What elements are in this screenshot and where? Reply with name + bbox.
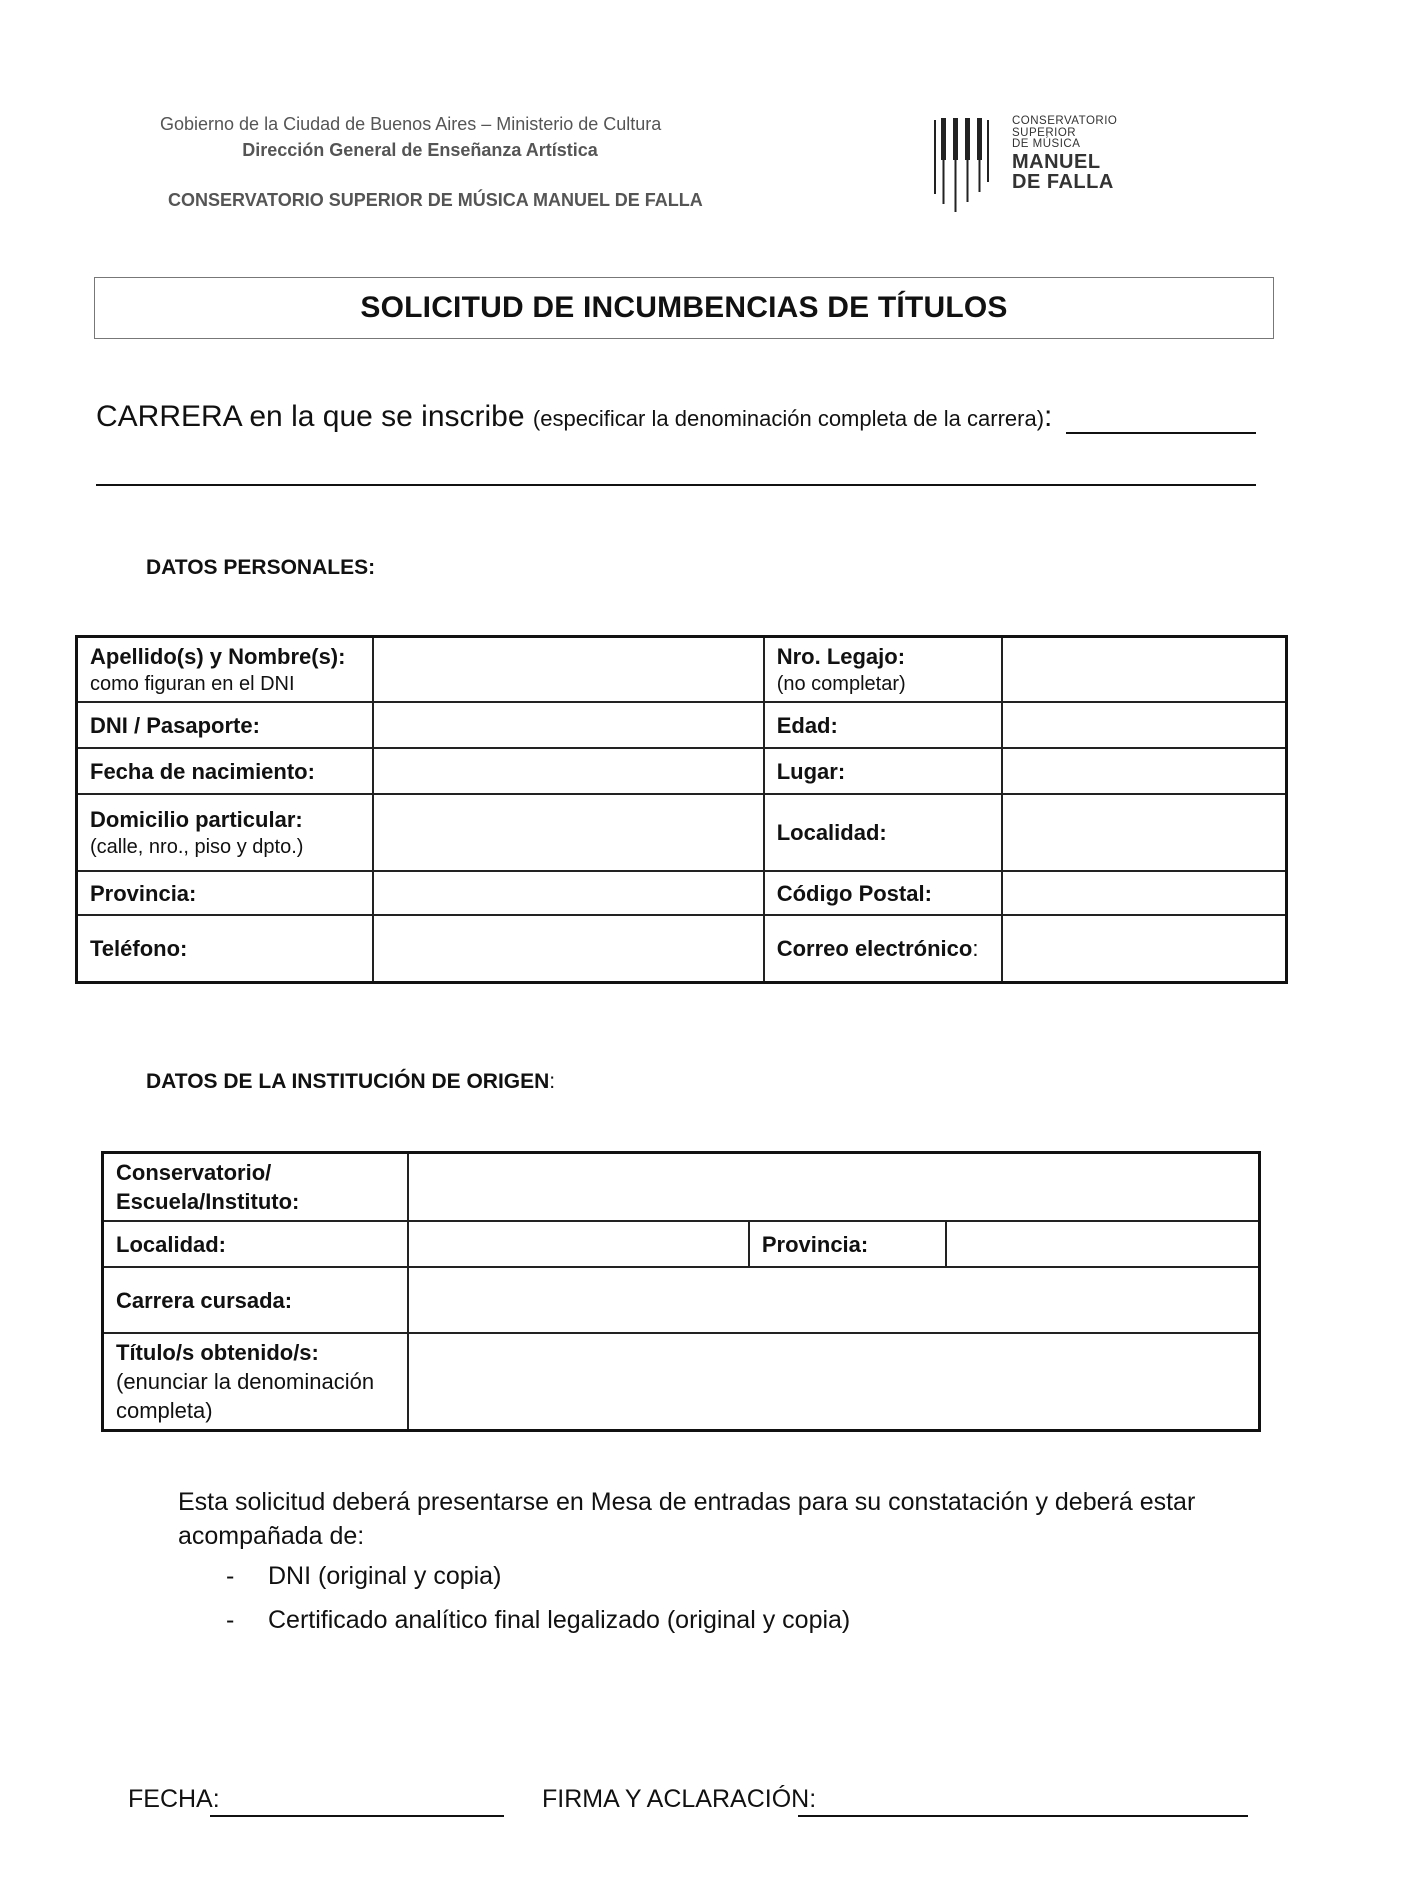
field-label: Localidad: [103, 1221, 409, 1267]
logo-text-line: DE MÚSICA [1012, 138, 1081, 150]
carrera-prompt [96, 400, 1052, 434]
carrera-blank-line[interactable] [1066, 432, 1256, 434]
field-label: Apellido(s) y Nombre(s): como figuran en el DNI [77, 637, 373, 703]
field-label: Nro. Legajo: (no completar) [764, 637, 1003, 703]
address-input-cell[interactable] [373, 794, 764, 871]
personal-data-table [75, 635, 1288, 984]
header-government-line: Gobierno de la Ciudad de Buenos Aires – Ministerio de Cultura [160, 114, 662, 134]
name-input-cell[interactable] [373, 637, 764, 703]
carrera-blank-line-2[interactable] [96, 484, 1256, 486]
email-input-cell[interactable] [1002, 915, 1286, 982]
field-label: Provincia: [77, 871, 373, 915]
titulo-input-cell[interactable] [408, 1333, 1259, 1431]
table-row [103, 1221, 1260, 1267]
conservatory-logo [932, 112, 1132, 216]
table-row [103, 1153, 1260, 1222]
edad-input-cell[interactable] [1002, 702, 1286, 748]
table-row [77, 794, 1287, 871]
field-label: Carrera cursada: [103, 1267, 409, 1333]
logo-text-line: MANUEL [1012, 150, 1101, 173]
fecha-label: FECHA: [128, 1785, 220, 1813]
field-label: Domicilio particular: (calle, nro., piso y dpto.) [77, 794, 373, 871]
legajo-input-cell[interactable] [1002, 637, 1286, 703]
personal-data-title: DATOS PERSONALES: [146, 556, 376, 579]
phone-input-cell[interactable] [373, 915, 764, 982]
field-label: Fecha de nacimiento: [77, 748, 373, 794]
institution-localidad-input-cell[interactable] [408, 1221, 749, 1267]
carrera-label: CARRERA en la que se inscribe [96, 400, 525, 433]
localidad-input-cell[interactable] [1002, 794, 1286, 871]
document-title: SOLICITUD DE INCUMBENCIAS DE TÍTULOS [94, 277, 1274, 339]
field-label: Título/s obtenido/s: (enunciar la denominación completa) [103, 1333, 409, 1431]
header-conservatory-line: CONSERVATORIO SUPERIOR DE MÚSICA MANUEL DE FALLA [168, 190, 703, 210]
table-row [77, 871, 1287, 915]
field-label: Conservatorio/ Escuela/Instituto: [103, 1153, 409, 1222]
header-direction-line: Dirección General de Enseñanza Artística [242, 140, 598, 160]
field-label: Localidad: [764, 794, 1003, 871]
firma-blank-line[interactable] [798, 1815, 1248, 1817]
firma-label: FIRMA Y ACLARACIÓN: [542, 1785, 817, 1813]
submission-note: Esta solicitud deberá presentarse en Mesa de entradas para su constatación y deberá estar acompañada de: [178, 1488, 1196, 1550]
provincia-input-cell[interactable] [373, 871, 764, 915]
field-label: Código Postal: [764, 871, 1003, 915]
institution-name-input-cell[interactable] [408, 1153, 1259, 1222]
carrera-colon: : [1044, 400, 1053, 433]
list-item: - Certificado analítico final legalizado (original y copia) [226, 1606, 851, 1634]
logo-text-line: SUPERIOR [1012, 126, 1077, 139]
logo-text-line: DE FALLA [1012, 170, 1114, 193]
institution-data-title: DATOS DE LA INSTITUCIÓN DE ORIGEN: [146, 1070, 556, 1093]
postal-code-input-cell[interactable] [1002, 871, 1286, 915]
field-label: Correo electrónico: [764, 915, 1003, 982]
logo-text-line: CONSERVATORIO [1012, 115, 1118, 127]
birthdate-input-cell[interactable] [373, 748, 764, 794]
list-item: - DNI (original y copia) [226, 1562, 502, 1590]
table-row [77, 748, 1287, 794]
table-row [77, 702, 1287, 748]
table-row [103, 1267, 1260, 1333]
field-label: DNI / Pasaporte: [77, 702, 373, 748]
piano-keys-icon [932, 112, 992, 216]
carrera-cursada-input-cell[interactable] [408, 1267, 1259, 1333]
table-row [77, 915, 1287, 982]
field-label: Lugar: [764, 748, 1003, 794]
table-row [77, 637, 1287, 703]
field-label: Provincia: [749, 1221, 946, 1267]
table-row [103, 1333, 1260, 1431]
institution-table [101, 1151, 1261, 1432]
fecha-blank-line[interactable] [210, 1815, 504, 1817]
field-label: Edad: [764, 702, 1003, 748]
carrera-hint: (especificar la denominación completa de la carrera) [532, 406, 1045, 431]
dni-input-cell[interactable] [373, 702, 764, 748]
lugar-input-cell[interactable] [1002, 748, 1286, 794]
institution-provincia-input-cell[interactable] [946, 1221, 1260, 1267]
field-label: Teléfono: [77, 915, 373, 982]
